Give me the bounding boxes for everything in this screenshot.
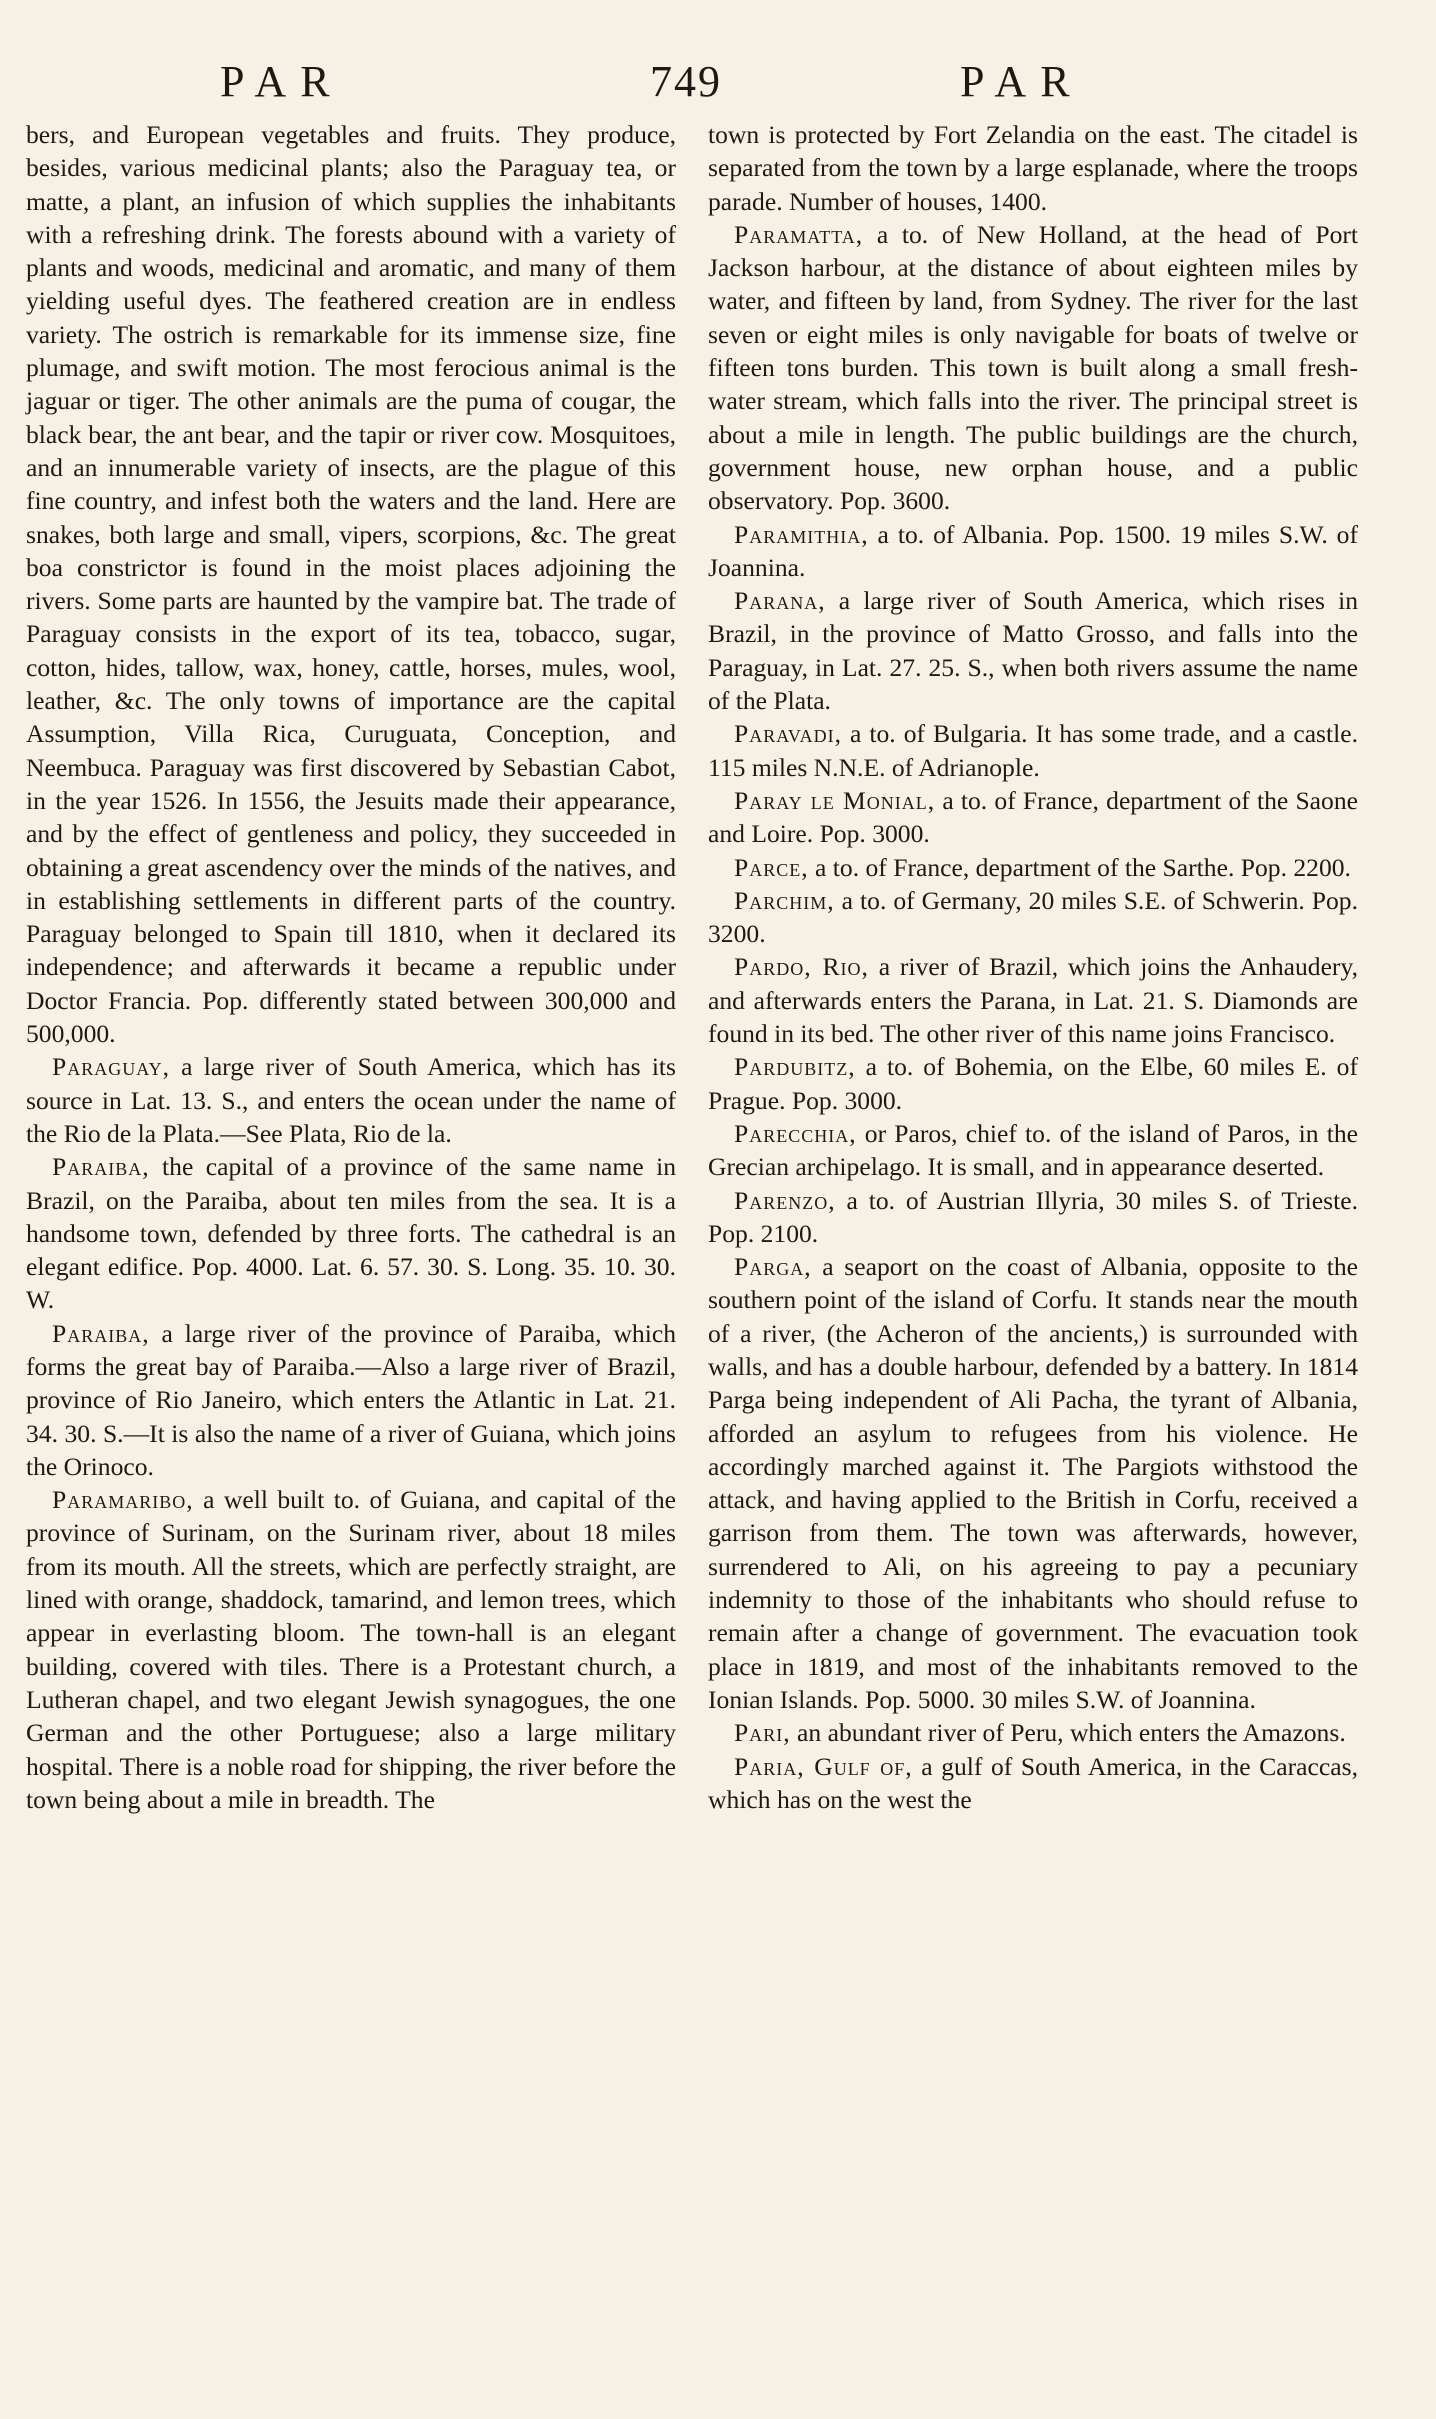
left-column [26, 118, 676, 1816]
entry-text: a river of Brazil, which joins the Anhaudery, and afterwards enters the Parana, in Lat. 21. S. Diamonds are found in its bed. The other river of this name joins Francisco. [708, 952, 1358, 1049]
gazetteer-entry [708, 1184, 1358, 1251]
gazetteer-entry [708, 1250, 1358, 1716]
entry-text: a large river of South America, which rises in Brazil, in the province of Matto Grosso, and falls into the Paraguay, in Lat. 27. 25. S., when both rivers assume the name of the Plata. [708, 586, 1358, 716]
entry-headword: Paraguay, [52, 1052, 170, 1082]
gazetteer-entry [708, 851, 1358, 884]
running-head [0, 52, 1436, 112]
entry-headword: Parchim, [734, 885, 835, 915]
entry-text: a well built to. of Guiana, and capital of the province of Surinam, on the Surinam river, about 18 miles from its mouth. All the streets, which are perfectly straight, are lined with orange, shaddock, tamarind, and lemon trees, which appear in everlasting bloom. The town-hall is an elegant building, covered with tiles. There is a Protestant church, a Lutheran chapel, and two elegant Jewish synagogues, the one German and the other Portuguese; also a large military hospital. There is a noble road for shipping, the river before the town being about a mile in breadth. The [26, 1485, 676, 1814]
right-column [708, 118, 1358, 1816]
entry-text: a to. of New Holland, at the head of Port Jackson harbour, at the distance of about eighteen miles by water, and fifteen by land, from Sydney. The river for the last seven or eight miles is only navigable for boats of twelve or fifteen tons burden. This town is built along a small fresh-water stream, which falls into the river. The principal street is about a mile in length. The public buildings are the church, government house, new orphan house, and a public observatory. Pop. 3600. [708, 219, 1358, 516]
running-head-left: PAR [220, 57, 344, 106]
gazetteer-entry [708, 950, 1358, 1050]
entry-headword: Paria, Gulf of, [734, 1751, 913, 1781]
gazetteer-entry [26, 1483, 676, 1816]
gazetteer-entry [708, 1050, 1358, 1117]
entry-text: a large river of the province of Paraiba, which forms the great bay of Paraiba.—Also a large river of Brazil, province of Rio Janeiro, which enters the Atlantic in Lat. 21. 34. 30. S.—It is also the name of a river of Guiana, which joins the Orinoco. [26, 1318, 676, 1481]
entry-headword: Paraiba, [52, 1152, 150, 1182]
entry-text: a to. of Bohemia, on the Elbe, 60 miles E. of Prague. Pop. 3000. [708, 1052, 1358, 1115]
entry-text: an abundant river of Peru, which enters the Amazons. [790, 1718, 1346, 1748]
entry-text: a to. of Bulgaria. It has some trade, and a castle. 115 miles N.N.E. of Adrianople. [708, 719, 1358, 782]
gazetteer-entry [708, 1750, 1358, 1817]
entry-headword: Parce, [734, 852, 809, 882]
entry-text: a to. of Germany, 20 miles S.E. of Schwerin. Pop. 3200. [708, 885, 1358, 949]
gazetteer-entry [26, 1050, 676, 1150]
continued-entry [26, 118, 676, 1050]
entry-text: or Paros, chief to. of the island of Paros, in the Grecian archipelago. It is small, and in appearance deserted. [708, 1118, 1358, 1182]
gazetteer-entry [26, 1317, 676, 1483]
gazetteer-entry [708, 1117, 1358, 1184]
entry-headword: Pari, [734, 1718, 791, 1748]
gazetteer-entry [708, 218, 1358, 518]
gazetteer-entry [708, 584, 1358, 717]
gazetteer-entry [26, 1150, 676, 1316]
entry-headword: Paraiba, [52, 1318, 150, 1348]
gazetteer-entry [708, 884, 1358, 951]
gazetteer-entry [708, 784, 1358, 851]
entry-headword: Paramatta, [734, 219, 864, 249]
entry-text: a to. of Austrian Illyria, 30 miles S. of Trieste. Pop. 2100. [708, 1185, 1358, 1248]
entry-headword: Paramaribo, [52, 1485, 194, 1515]
entry-text: a to. of France, department of the Saone and Loire. Pop. 3000. [708, 785, 1358, 849]
entry-headword: Pardubitz, [734, 1052, 856, 1082]
gazetteer-entry [708, 717, 1358, 784]
running-head-right: PAR [960, 57, 1084, 106]
entry-headword: Parenzo, [734, 1185, 836, 1215]
continued-entry [708, 118, 1358, 218]
entry-headword: Pardo, Rio, [734, 952, 869, 982]
entry-text: a large river of South America, which has its source in Lat. 13. S., and enters the ocean under the name of the Rio de la Plata.—See Plata, Rio de la. [26, 1052, 676, 1148]
entry-headword: Paray le Monial, [734, 785, 936, 815]
page-number: 749 [650, 57, 722, 106]
entry-text: the capital of a province of the same name in Brazil, on the Paraiba, about ten miles from the sea. It is a handsome town, defended by three forts. The cathedral is an elegant edifice. Pop. 4000. Lat. 6. 57. 30. S. Long. 35. 10. 30. W. [26, 1152, 676, 1315]
entry-text: bers, and European vegetables and fruits. They produce, besides, various medicinal plants; also the Paraguay tea, or matte, a plant, an infusion of which supplies the inhabitants with a refreshing drink. The forests abound with a variety of plants and woods, medicinal and aromatic, and many of them yielding useful dyes. The feathered creation are in endless variety. The ostrich is remarkable for its immense size, fine plumage, and swift motion. The most ferocious animal is the jaguar or tiger. The other animals are the puma of cougar, the black bear, the ant bear, and the tapir or river cow. Mosquitoes, and an innumerable variety of insects, are the plague of this fine country, and infest both the waters and the land. Here are snakes, both large and small, vipers, scorpions, &c. The great boa constrictor is found in the moist places adjoining the rivers. Some parts are haunted by the vampire bat. The trade of Paraguay consists in the export of its tea, tobacco, sugar, cotton, hides, tallow, wax, honey, cattle, horses, mules, wool, leather, &c. The only towns of importance are the capital Assumption, Villa Rica, Curuguata, Conception, and Neembuca. Paraguay was first discovered by Sebastian Cabot, in the year 1526. In 1556, the Jesuits made their appearance, and by the effect of gentleness and policy, they succeeded in obtaining a great ascendency over the minds of the natives, and in establishing settlements in different parts of the country. Paraguay belonged to Spain till 1810, when it declared its independence; and afterwards it became a republic under Doctor Francia. Pop. differently stated between 300,000 and 500,000. [26, 120, 676, 1049]
entry-text: a to. of France, department of the Sarthe. Pop. 2200. [808, 852, 1351, 882]
entry-headword: Parana, [734, 586, 826, 616]
gazetteer-entry [708, 1716, 1358, 1749]
entry-headword: Paravadi, [734, 719, 842, 749]
entry-text: a to. of Albania. Pop. 1500. 19 miles S.W. of Joannina. [708, 519, 1358, 582]
gazetteer-entry [708, 518, 1358, 585]
entry-text: town is protected by Fort Zelandia on the east. The citadel is separated from the town by a large esplanade, where the troops parade. Number of houses, 1400. [708, 120, 1358, 216]
entry-headword: Parecchia, [734, 1118, 857, 1148]
entry-headword: Parga, [734, 1252, 812, 1282]
entry-headword: Paramithia, [734, 519, 869, 549]
entry-text: a seaport on the coast of Albania, opposite to the southern point of the island of Corfu. It stands near the mouth of a river, (the Acheron of the ancients,) is surrounded with walls, and has a double harbour, defended by a battery. In 1814 Parga being independent of Ali Pacha, the tyrant of Albania, afforded an asylum to refugees from his violence. He accordingly marched against it. The Pargiots withstood the attack, and having applied to the British in Corfu, received a garrison from them. The town was afterwards, however, surrendered to Ali, on his agreeing to pay a pecuniary indemnity to those of the inhabitants who should refuse to remain after a change of government. The evacuation took place in 1819, and most of the inhabitants removed to the Ionian Islands. Pop. 5000. 30 miles S.W. of Joannina. [708, 1252, 1358, 1714]
entry-text: a gulf of South America, in the Caraccas, which has on the west the [708, 1751, 1358, 1814]
